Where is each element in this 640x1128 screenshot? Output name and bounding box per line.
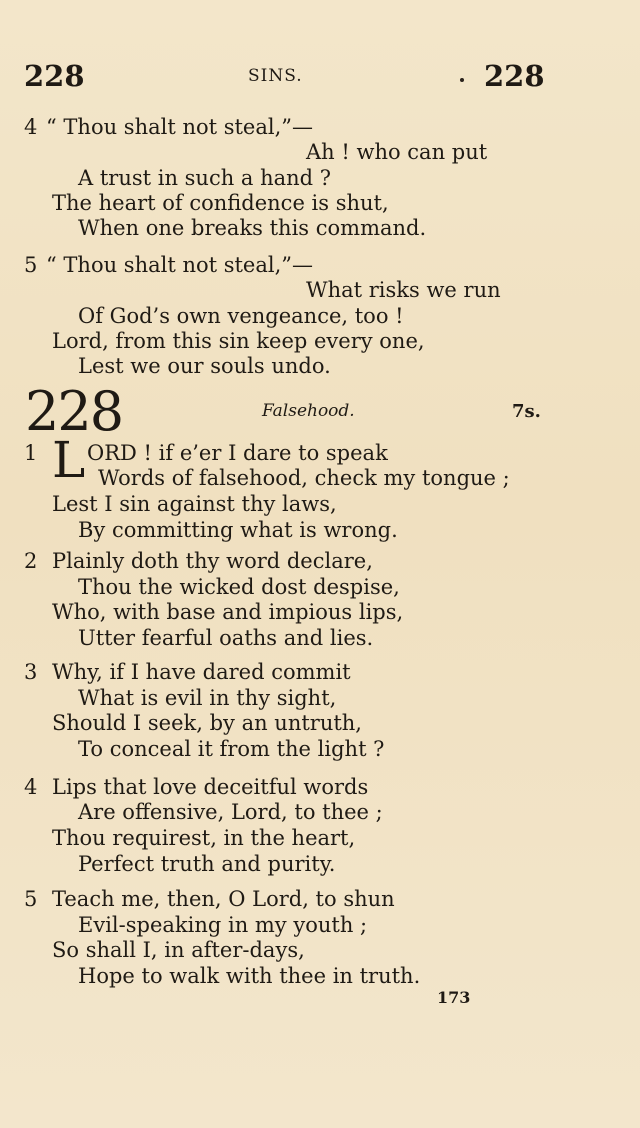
verse-line: ORD ! if e’er I dare to speak xyxy=(87,441,388,465)
header-hymn-number-left: 228 xyxy=(24,59,85,93)
verse-line: Lest we our souls undo. xyxy=(78,354,331,378)
header-section-title: SINS. xyxy=(248,66,303,86)
verse-line: Should I seek, by an untruth, xyxy=(52,711,362,735)
verse-line: “ Thou shalt not steal,”— xyxy=(46,253,314,277)
hymn-number: 228 xyxy=(25,380,123,443)
verse-line: Thou requirest, in the heart, xyxy=(52,826,356,850)
verse-number: 2 xyxy=(24,549,38,573)
verse-line: Hope to walk with thee in truth. xyxy=(78,964,421,988)
header-hymn-number-right: 228 xyxy=(484,59,545,93)
verse-number: 4 xyxy=(24,115,38,139)
verse-line: A trust in such a hand ? xyxy=(78,166,332,190)
verse-line: Lest I sin against thy laws, xyxy=(52,492,337,516)
verse-line: Ah ! who can put xyxy=(306,140,488,164)
verse-line: Perfect truth and purity. xyxy=(78,852,336,876)
verse-line: Are offensive, Lord, to thee ; xyxy=(78,800,383,824)
verse-number: 4 xyxy=(24,775,38,799)
verse-line: Who, with base and impious lips, xyxy=(52,600,404,624)
verse-line: The heart of confidence is shut, xyxy=(52,191,389,215)
hymn-meter: 7s. xyxy=(512,401,541,422)
verse-line: Evil-speaking in my youth ; xyxy=(78,913,368,937)
verse-line: By committing what is wrong. xyxy=(78,518,398,542)
verse-line: What risks we run xyxy=(306,278,501,302)
verse-line: “ Thou shalt not steal,”— xyxy=(46,115,314,139)
verse-line: When one breaks this command. xyxy=(78,216,427,240)
verse-line: What is evil in thy sight, xyxy=(78,686,337,710)
verse-line: Lord, from this sin keep every one, xyxy=(52,329,425,353)
hymn-title: Falsehood. xyxy=(262,401,355,421)
verse-line: Why, if I have dared commit xyxy=(52,660,351,684)
verse-line: To conceal it from the light ? xyxy=(78,737,385,761)
verse-line: So shall I, in after-days, xyxy=(52,938,305,962)
verse-line: Words of falsehood, check my tongue ; xyxy=(98,466,510,490)
verse-line: Teach me, then, O Lord, to shun xyxy=(52,887,395,911)
verse-line: Utter fearful oaths and lies. xyxy=(78,626,374,650)
verse-line: Thou the wicked dost despise, xyxy=(78,575,400,599)
header-dot-mark xyxy=(460,78,464,82)
drop-cap: L xyxy=(52,431,86,489)
verse-line: Plainly doth thy word declare, xyxy=(52,549,373,573)
verse-number: 1 xyxy=(24,441,38,465)
verse-line: Of God’s own vengeance, too ! xyxy=(78,304,404,328)
verse-number: 5 xyxy=(24,887,38,911)
page-number: 173 xyxy=(437,988,471,1007)
verse-number: 3 xyxy=(24,660,38,684)
verse-line: Lips that love deceitful words xyxy=(52,775,369,799)
verse-number: 5 xyxy=(24,253,38,277)
